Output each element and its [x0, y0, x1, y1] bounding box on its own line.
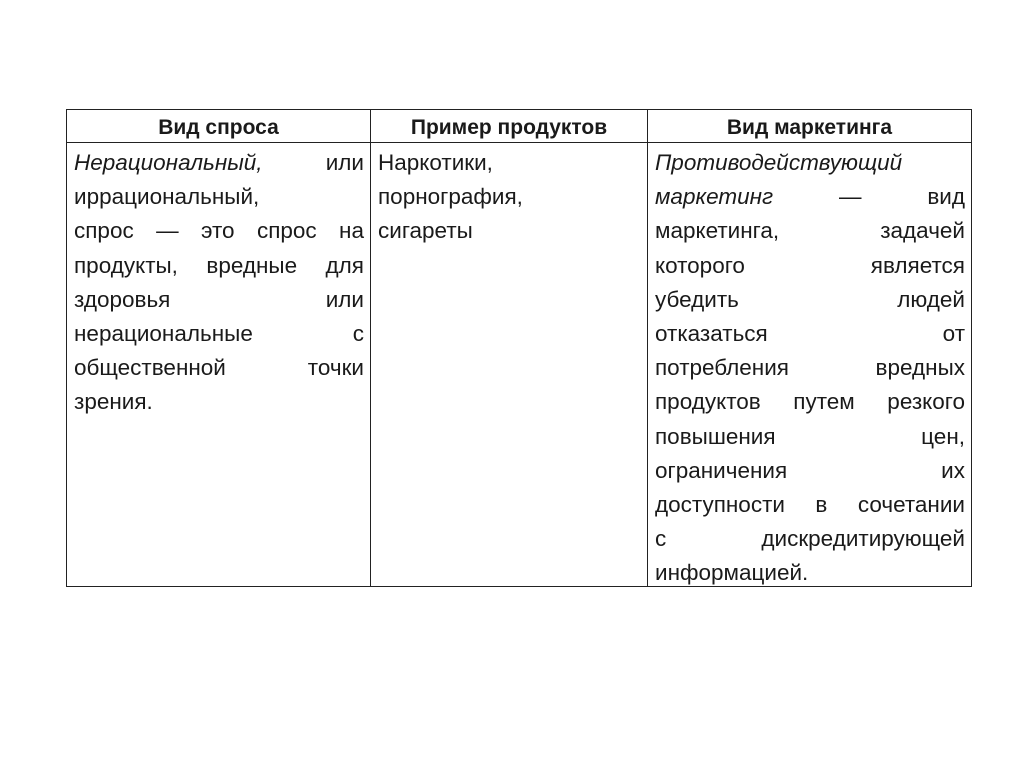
marketing-term-0: Противодействующий: [655, 150, 903, 175]
demand-text-3: продукты, вредные для: [74, 252, 364, 278]
demand-text-0: или: [325, 150, 364, 175]
header-product-examples: Пример продуктов: [371, 110, 648, 143]
demand-text-1: иррациональный,: [74, 184, 260, 210]
demand-text-5: нерациональные с: [74, 321, 364, 347]
marketing-text-7: повышения цен,: [655, 423, 965, 449]
demand-text-7: зрения.: [74, 389, 153, 415]
marketing-text-3: убедить людей: [655, 286, 965, 312]
product-line-1: порнография,: [378, 184, 523, 210]
demand-line-1: [74, 146, 364, 180]
marketing-term-1: маркетинг: [655, 184, 774, 210]
cell-demand-type: [67, 143, 371, 586]
cell-product-examples: [371, 143, 648, 586]
marketing-text-10: с дискредитирующей: [655, 526, 965, 552]
marketing-text-9: доступности в сочетании: [655, 492, 965, 518]
marketing-line-1: [655, 180, 965, 214]
marketing-text-2: которого является: [655, 252, 965, 278]
comparison-table: [66, 109, 972, 587]
marketing-text-8: ограничения их: [655, 457, 965, 483]
cell-marketing-type: [648, 143, 971, 586]
marketing-text-11: информацией.: [655, 560, 809, 586]
demand-text-6: общественной точки: [74, 355, 364, 381]
product-line-2: сигареты: [378, 218, 473, 244]
marketing-term-line-0: [655, 146, 965, 180]
marketing-text-0: — вид: [838, 184, 965, 210]
header-demand-type: Вид спроса: [67, 110, 371, 143]
demand-text-4: здоровья или: [74, 286, 364, 312]
marketing-text-5: потребления вредных: [655, 355, 965, 381]
marketing-text-6: продуктов путем резкого: [655, 389, 965, 415]
header-marketing-type: Вид маркетинга: [648, 110, 971, 143]
marketing-text-4: отказаться от: [655, 321, 965, 347]
marketing-text-1: маркетинга, задачей: [655, 218, 965, 244]
demand-text-2: спрос — это спрос на: [74, 218, 364, 244]
product-line-0: Наркотики,: [378, 150, 493, 175]
demand-term: Нерациональный,: [74, 150, 263, 175]
